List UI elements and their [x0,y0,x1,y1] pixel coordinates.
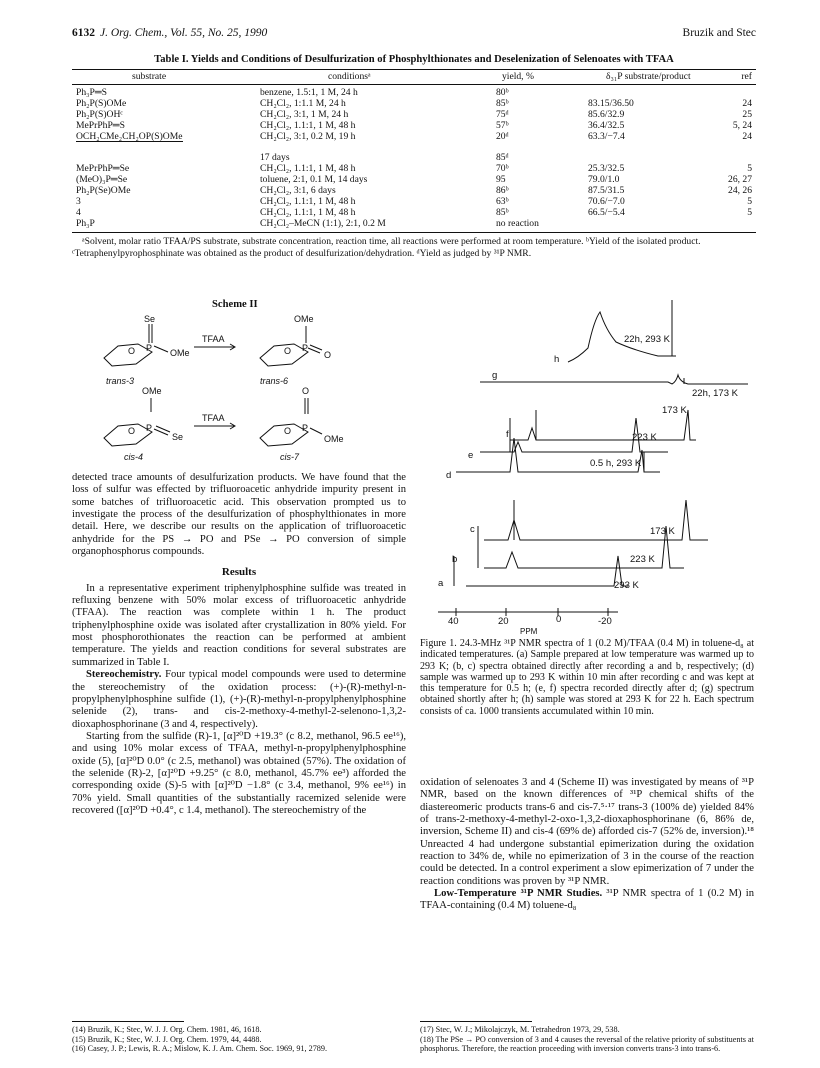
table-cell: 20ᵈ [496,130,509,142]
table-title: Table I. Yields and Conditions of Desulfurization of Phosphylthionates and Deselenization of Selenoates with TFAA [154,54,674,65]
right-column [420,777,754,913]
table-cell: 25 [742,108,752,120]
scheme-label: O [284,426,292,436]
table-cell: 3 [76,195,81,207]
table-cell: 87.5/31.5 [588,185,625,197]
axis-tick-label: -20 [598,616,612,627]
trace-label: 22h, 173 K [692,388,738,399]
reference: (15) Bruzik, K.; Stec, W. J. J. Org. Chem. 1979, 44, 4488. [72,1034,262,1044]
table-cell: Ph₂P(S)OHᶜ [76,108,123,120]
paragraph: ³¹P NMR spectra of 1 (0.2 M) in TFAA-containing (0.4 M) toluene-d₈ [420,888,754,912]
table-footnotes: ᵃSolvent, molar ratio TFAA/PS substrate, substrate concentration, reaction time, all reactions were performed at room temperature. ᵇYield of the isolated product. ᶜTetraphenylpyrophosphinate was obtained as the product of desulfurization/dehydration. ᵈYield as judged by ³¹P NMR. [72,236,701,259]
table-bottom-rule [72,232,756,233]
axis-label: PPM [520,627,538,636]
table-cell: CH₂Cl₂, 3:1, 6 days [260,185,336,197]
trace-letter: g [492,370,498,381]
table-cell: Ph₃P [76,217,95,229]
table-cell: 5 [747,206,752,218]
scheme-reagent: TFAA [202,413,225,423]
section-heading-results: Results [221,566,257,579]
table-cell: 5 [747,195,752,207]
trace-letter: e [468,450,474,461]
table-cell: 85.6/32.9 [588,108,625,120]
left-references [72,1025,406,1054]
scheme-label: O [128,346,136,356]
table-cell: CH₂Cl₂, 3:1, 1 M, 24 h [260,108,349,120]
axis-tick-label: 20 [498,616,509,627]
table-cell: CH₂Cl₂, 1.1:1, 1 M, 48 h [260,163,356,175]
table-cell: 25.3/32.5 [588,163,625,175]
table-cell: CH₂Cl₂, 1.1:1, 1 M, 48 h [260,206,356,218]
table-cell: 24, 26 [728,185,752,197]
table-cell: 83.15/36.50 [588,97,634,109]
table-body [72,87,756,229]
table-cell: 17 days [260,152,290,164]
table-row [72,141,756,152]
scheme-label: P [302,423,309,433]
table-cell: 80ᵇ [496,87,509,98]
scheme-title: Scheme II [212,299,258,310]
trace-letter: h [554,354,560,365]
scheme-label: P [146,423,153,433]
table-header-cell: δ₃₁P substrate/product [606,71,691,82]
table-cell: MePrPhP═S [76,119,125,131]
paragraph: oxidation of selenoates 3 and 4 (Scheme II) was investigated by means of ³¹P NMR, based on the known differences of ³¹P chemical shifts of the diastereomeric products trans-6 and cis-7.⁵·¹⁷ trans-3 (100% de) yielded 84% of trans-2-methoxy-4-methyl-2-oxo-1,3,2-dioxaphosphorinane (6, 86% de, inversion, Scheme II) and cis-4 (69% de) afforded cis-7 (52% de, inversion).¹⁸ Unreacted 4 had undergone substantial epimerization during the oxidation reaction to 34% de, while no epimerization of 3 in the course of the reaction could be detected. In a control experiment a slow epimerization of 7 under the reaction conditions was proven by ³¹P NMR. [420,777,754,887]
scheme-label: O [324,350,332,360]
scheme-label: Se [172,432,184,442]
paragraph: Starting from the sulfide (R)-1, [α]²⁰D +19.3° (c 8.2, methanol, 96.5 ee¹⁶), and using 10% molar excess of TFAA, methyl-n-propylphenylphosphine oxide (5), [α]²⁰D 0.0° (c 2.5, methanol) was obtained (57%). The oxidation of the selenide (R)-2, [α]²⁰D +9.25° (c 8.0, methanol, 45.7% ee³) afforded the corresponding oxide (S)-5 with [α]²⁰D −1.8° (c 3.4, methanol, 9% ee¹⁶) in 70% yield. Small quantities of the substantially racemized selenide were recovered ([α]²⁰D +0.4°, c 1.4, methanol). The stereochemistry of the [72,730,406,816]
table-cell: 5 [747,163,752,175]
scheme-label: O [302,386,310,396]
axis-tick-label: 40 [448,616,459,627]
scheme-label: OMe [142,386,162,396]
table-cell: 70.6/−7.0 [588,195,625,207]
scheme-reagent: TFAA [202,334,225,344]
right-references [420,1025,754,1054]
trace-label: 173 K [662,405,687,416]
table-cell: 85ᵈ [496,152,509,164]
axis-tick-label: 0 [556,614,562,625]
table-header-row [72,71,756,82]
running-authors: Bruzik and Stec [682,27,756,39]
table-row [72,218,756,229]
table-header-rule [72,84,756,85]
table-row [72,207,756,218]
scheme-compound-label: trans-3 [106,376,135,386]
table-cell: OCH₂CMe₂CH₂OP(S)OMe [76,130,183,142]
table-cell: CH₂Cl₂, 1.1:1, 1 M, 48 h [260,195,356,207]
left-column [72,472,406,817]
nmr-figure [428,300,758,640]
trace-label: 173 K [650,526,675,537]
table-header-cell: substrate [132,71,167,82]
table-cell: toluene, 2:1, 0.1 M, 14 days [260,174,368,186]
trace-label: 0.5 h, 293 K [590,458,642,469]
scheme-label: OMe [294,314,314,324]
trace-letter: f [506,429,509,440]
table-row [72,185,756,196]
scheme-label: O [284,346,292,356]
table-row [72,163,756,174]
footnote-rule [72,1021,184,1022]
footnote-rule [420,1021,532,1022]
table-cell: Ph₃P═S [76,87,107,98]
table-cell: CH₂Cl₂, 1.1:1, 1 M, 48 h [260,119,356,131]
table-cell: 36.4/32.5 [588,119,625,131]
scheme-label: OMe [324,434,344,444]
table-cell: CH₂Cl₂–MeCN (1:1), 2:1, 0.2 M [260,217,386,229]
table-row [72,152,756,163]
table-cell: 63ᵇ [496,195,509,207]
table-row [72,98,756,109]
reference: (14) Bruzik, K.; Stec, W. J. J. Org. Chem. 1981, 46, 1618. [72,1025,262,1034]
table-cell: Ph₂P(S)OMe [76,97,127,109]
trace-label: 223 K [630,554,655,565]
table-header-cell: conditionsᵃ [328,71,371,82]
reference: (18) The PSe → PO conversion of 3 and 4 causes the reversal of the relative priority of substituents at phosphorus. Therefore, the reaction proceeding with inversion converts trans-3 into trans-6. [420,1034,754,1054]
table-row [72,131,756,142]
scheme-compound-label: cis-7 [280,452,300,462]
table-cell: (MeO)₃P═Se [76,174,128,186]
trace-label: 293 K [614,580,639,591]
table-row [72,120,756,131]
paragraph: Four typical model compounds were used to determine the stereochemistry of the oxidation process: (+)-(R)-methyl-n-propylphenylphosphine sulfide (1), (+)-(R)-methyl-n-propylphenylphosphine selenide (2), trans- and cis-2-methoxy-4-methyl-2-selenono-1,3,2-dioxaphosphorinane (3 and 4, respectively). [72,669,406,730]
table-cell: 26, 27 [728,174,752,186]
table-cell: 24 [742,97,752,109]
reference: (16) Casey, J. P.; Lewis, R. A.; Mislow, K. J. Am. Chem. Soc. 1969, 91, 2789. [72,1044,328,1054]
table-cell: 85ᵇ [496,206,509,218]
table-cell: Ph₂P(Se)OMe [76,185,131,197]
table-cell: benzene, 1.5:1, 1 M, 24 h [260,87,358,98]
scheme-compound-label: cis-4 [124,452,144,462]
table-row [72,87,756,98]
paragraph: detected trace amounts of desulfurization products. We have found that the loss of sulfur was effected by trifluoroacetic anhydride impurity present in some batches of trifluoroacetic acid. This observation prompted us to investigate the process of the desulfurization of phosphylthionates in more detail. Here, we describe our results on the application of trifluoroacetic anhydride for the PS → PO and PSe → PO conversion of simple organophosphorus compounds. [72,472,406,558]
trace-letter: c [470,524,475,535]
journal-citation: J. Org. Chem., Vol. 55, No. 25, 1990 [100,27,268,39]
page-number: 6132 [72,27,95,39]
table-cell: 79.0/1.0 [588,174,620,186]
table-cell: no reaction [496,217,539,229]
table-cell: 24 [742,130,752,142]
trace-label: 223 K [632,432,657,443]
reference: (17) Stec, W. J.; Mikolajczyk, M. Tetrahedron 1973, 29, 538. [420,1025,620,1034]
paragraph: In a representative experiment triphenylphosphine sulfide was treated in refluxing benzene with 50% molar excess of trifluoroacetic anhydride (TFAA). The reaction was complete within 1 h. The product triphenylphosphine oxide was isolated after crystallization in 80% yield. For most phosphorothionates the reaction can be performed at ambient temperature. The yields and reaction conditions for several substrates are summarized in Table I. [72,582,406,668]
running-header [72,27,756,43]
scheme-label: P [302,343,309,353]
table-cell: 66.5/−5.4 [588,206,625,218]
table-header-cell: ref [741,71,752,82]
scheme-label: P [146,343,153,353]
trace-letter: a [438,578,444,589]
table-cell: 86ᵇ [496,185,509,197]
scheme-label: O [128,426,136,436]
table-cell: 95 [496,174,506,186]
subsection-heading: Low-Temperature ³¹P NMR Studies. [434,888,603,900]
trace-label: 22h, 293 K [624,334,670,345]
table-row [72,196,756,207]
table-row [72,109,756,120]
trace-letter: d [446,470,452,481]
trace-letter: b [452,554,458,565]
table-top-rule [72,69,756,70]
table-cell: MePrPhP═Se [76,163,130,175]
table-row [72,174,756,185]
table-cell: 4 [76,206,81,218]
table-cell: 70ᵇ [496,163,509,175]
subsection-heading: Stereochemistry. [86,669,162,681]
table-cell: CH₂Cl₂, 1:1.1 M, 24 h [260,97,346,109]
scheme-label: OMe [170,348,190,358]
figure-caption: Figure 1. 24.3-MHz ³¹P NMR spectra of 1 (0.2 M)/TFAA (0.4 M) in toluene-d₈ at indicated temperatures. (a) Sample prepared at low temperature was warmed up to 293 K; (b, c) spectra obtained directly after recording a and b, respectively; (d) sample was warmed up to 293 K within 10 min after recording c and was kept at this temperature for 0.5 h; (e, f) spectra recorded directly after d; (g) spectrum obtained shortly after h; (h) sample was stored at 293 K for 22 h. Each spectrum consists of ca. 1000 transients accumulated within 10 min. [420,638,754,717]
table-cell: 5, 24 [732,119,752,131]
table-header-cell: yield, % [502,71,534,82]
scheme-compound-label: trans-6 [260,376,289,386]
table-cell: 75ᵈ [496,108,509,120]
scheme-label: Se [144,314,156,324]
table-cell: 85ᵇ [496,97,509,109]
table-cell: 63.3/−7.4 [588,130,625,142]
table-cell: 57ᵇ [496,119,509,131]
table-cell: CH₂Cl₂, 3:1, 0.2 M, 19 h [260,130,356,142]
scheme-ii-drawing [84,314,384,464]
